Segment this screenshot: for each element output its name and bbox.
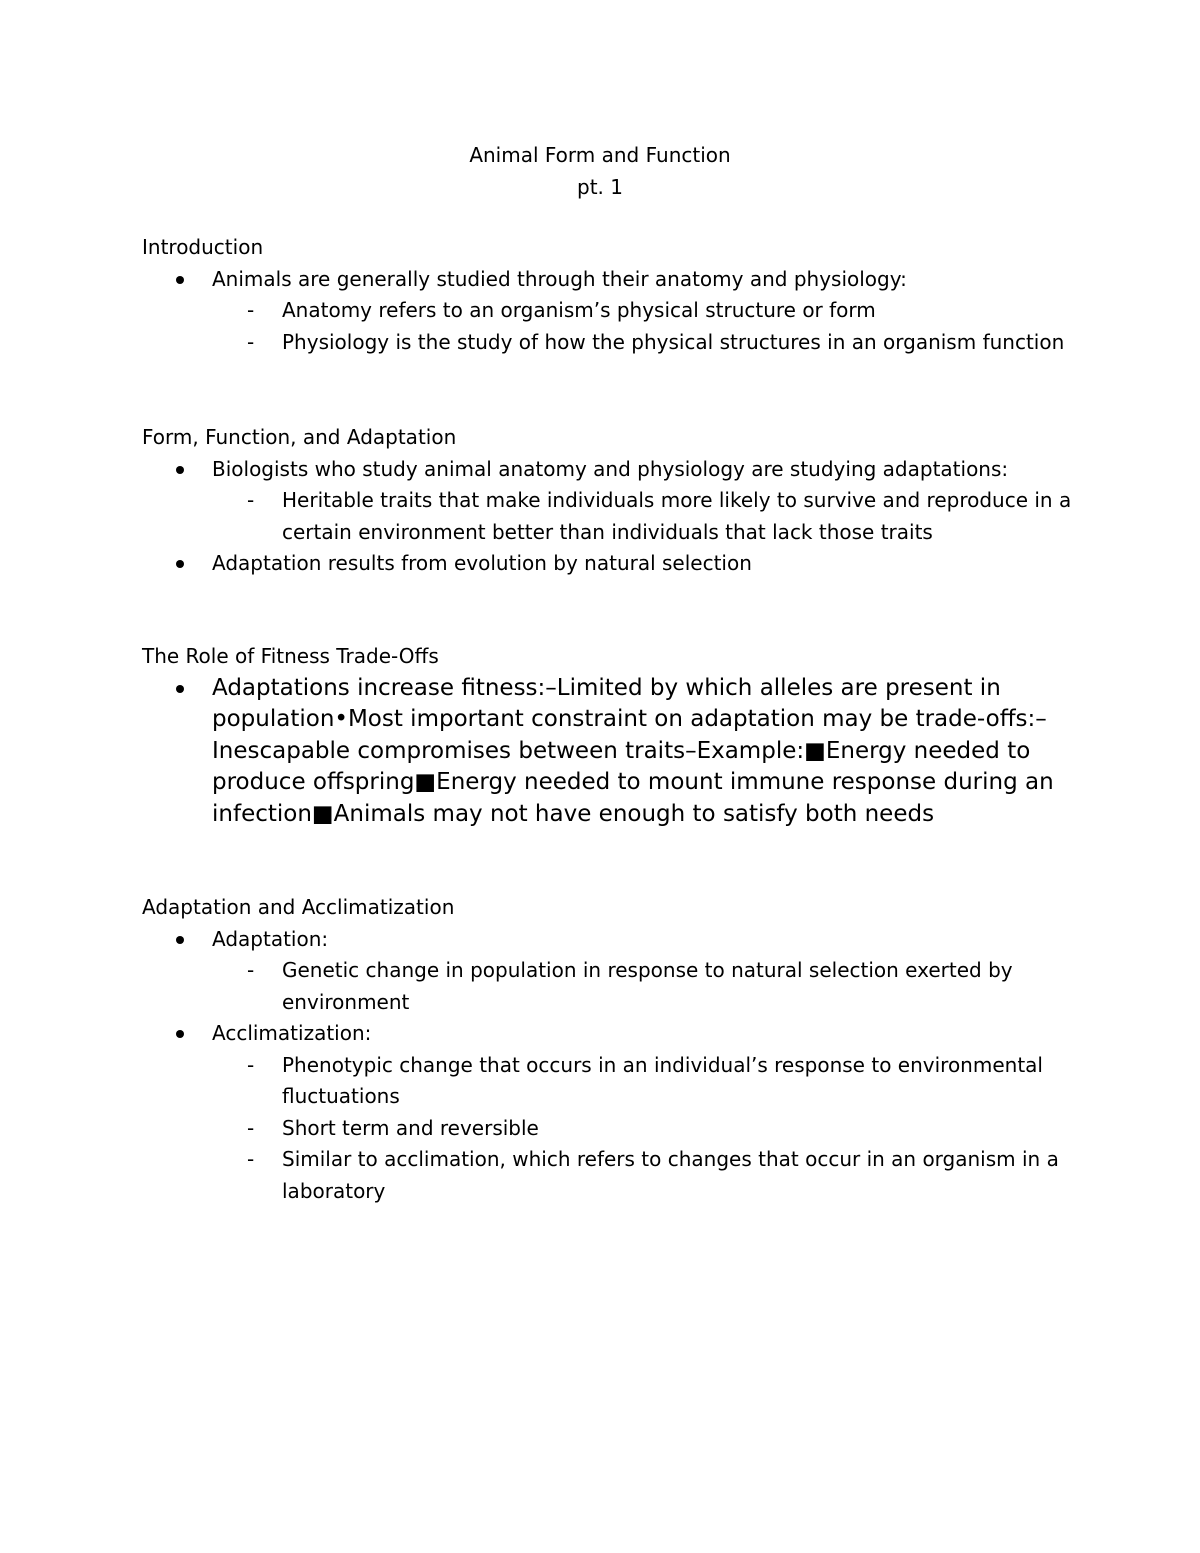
section-adaptation-acclimatization: [142, 892, 1102, 1207]
bullet-list: [142, 673, 1102, 831]
bullet-text: Animals are generally studied through their anatomy and physiology:: [212, 266, 907, 291]
bullet-dot-icon: [176, 1030, 184, 1038]
sub-list: [212, 485, 1102, 548]
section-introduction: [142, 232, 1102, 358]
sub-list: [212, 295, 1102, 358]
bullet-item: [142, 264, 1102, 359]
bullet-dot-icon: [176, 276, 184, 284]
sub-item: [212, 327, 1102, 359]
bullet-dot-icon: [176, 466, 184, 474]
sub-item: [212, 1144, 1102, 1207]
bullet-item: [142, 673, 1102, 831]
sub-item-text: Heritable traits that make individuals more likely to survive and reproduce in a certain environment better than individuals that lack those traits: [282, 488, 1072, 544]
document-title: Animal Form and Function: [469, 143, 731, 167]
section-form-function-adaptation: [142, 422, 1102, 580]
sub-item-text: Similar to acclimation, which refers to changes that occur in an organism in a laboratory: [282, 1147, 1059, 1203]
sub-item: [212, 485, 1102, 548]
dash-icon: -: [247, 1147, 255, 1171]
section-heading: Adaptation and Acclimatization: [142, 895, 455, 919]
bullet-text: Adaptation results from evolution by natural selection: [212, 551, 752, 575]
bullet-item: [142, 454, 1102, 549]
bullet-text: Biologists who study animal anatomy and physiology are studying adaptations:: [212, 456, 1009, 481]
section-heading: The Role of Fitness Trade-Offs: [142, 644, 439, 668]
dash-icon: -: [247, 329, 255, 354]
dash-icon: -: [247, 958, 255, 982]
bullet-text: Adaptations increase fitness:–Limited by which alleles are present in population•Most important constraint on adaptation may be trade-offs:–Inescapable compromises between traits–Example:■Energy needed to produce offspring■Energy needed to mount immune response during an infection■Animals may not have enough to satisfy both needs: [212, 674, 1054, 827]
bullet-dot-icon: [176, 936, 184, 944]
dash-icon: -: [247, 1052, 255, 1077]
section-fitness-trade-offs: [142, 641, 1102, 830]
bullet-dot-icon: [176, 685, 184, 693]
bullet-dot-icon: [176, 560, 184, 568]
dash-icon: -: [247, 298, 255, 322]
sub-item-text: Physiology is the study of how the physical structures in an organism function: [282, 329, 1065, 354]
sub-item: [212, 1113, 1102, 1145]
bullet-item: [142, 924, 1102, 1019]
bullet-item: [142, 548, 1102, 580]
dash-icon: -: [247, 1115, 255, 1140]
sub-item-text: Anatomy refers to an organism’s physical structure or form: [282, 298, 876, 322]
bullet-text: Acclimatization:: [212, 1021, 372, 1045]
sub-list: [212, 955, 1102, 1018]
bullet-list: [142, 454, 1102, 580]
sub-list: [212, 1050, 1102, 1208]
bullet-list: [142, 924, 1102, 1208]
bullet-text: Adaptation:: [212, 926, 329, 951]
dash-icon: -: [247, 488, 255, 512]
sub-item-text: Genetic change in population in response to natural selection exerted by environment: [282, 958, 1013, 1014]
sub-item-text: Phenotypic change that occurs in an individual’s response to environmental fluctuations: [282, 1052, 1043, 1108]
bullet-list: [142, 264, 1102, 359]
sub-item: [212, 295, 1102, 327]
title-block: [0, 139, 1200, 203]
sub-item: [212, 1050, 1102, 1113]
sub-item: [212, 955, 1102, 1018]
sub-item-text: Short term and reversible: [282, 1115, 539, 1140]
document-subtitle: pt. 1: [577, 175, 623, 199]
section-heading: Form, Function, and Adaptation: [142, 425, 457, 449]
section-heading: Introduction: [142, 235, 264, 259]
bullet-item: [142, 1018, 1102, 1207]
